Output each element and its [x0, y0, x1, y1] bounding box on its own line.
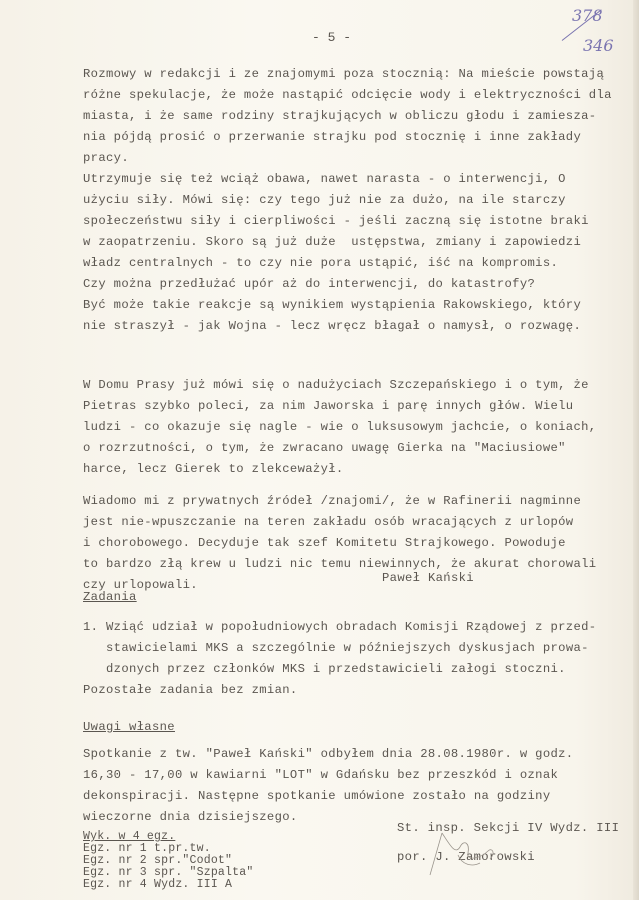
tasks-heading: Zadania — [83, 590, 137, 604]
paragraph-2-line: Być może takie reakcje są wynikiem wystąpienia Rakowskiego, który — [83, 298, 582, 312]
archive-number-crossed: 378 — [572, 6, 603, 25]
distribution-line: Egz. nr 1 t.pr.tw. — [83, 842, 211, 855]
distribution-line: Egz. nr 3 spr. "Szpalta" — [83, 866, 254, 879]
tasks-rest: Pozostałe zadania bez zmian. — [83, 683, 298, 697]
paragraph-1-line: różne spekulacje, że może nastąpić odcięcie wody i elektryczności dla — [83, 88, 612, 102]
paragraph-4-line: czy urlopowali. — [83, 578, 198, 592]
page-number: - 5 - — [312, 30, 352, 45]
paragraph-4-line: jest nie-wpuszczanie na teren zakładu osób wracających z urlopów — [83, 515, 574, 529]
distribution-line: Egz. nr 2 spr."Codot" — [83, 854, 233, 867]
paragraph-1-line: miasta, i że same rodziny strajkujących w obliczu głodu i zamiesza- — [83, 109, 597, 123]
paragraph-4-line: i chorobowego. Decyduje tak szef Komitetu Strajkowego. Powoduje — [83, 536, 566, 550]
remarks-line: Spotkanie z tw. "Paweł Kański" odbyłem dnia 28.08.1980r. w godz. — [83, 747, 574, 761]
paragraph-4-line: Wiadomo mi z prywatnych źródeł /znajomi/, że w Rafinerii nagminne — [83, 494, 582, 508]
source-signature: Paweł Kański — [382, 571, 474, 585]
remarks-heading: Uwagi własne — [83, 720, 175, 734]
signer-position: St. insp. Sekcji IV Wydz. III — [397, 821, 620, 835]
signer-name: por. J. Zamorowski — [397, 850, 535, 864]
paragraph-2-line: nie straszył - jak Wojna - lecz wręcz błagał o namysł, o rozwagę. — [83, 319, 582, 333]
paragraph-3-line: W Domu Prasy już mówi się o nadużyciach Szczepańskiego i o tym, że — [83, 378, 589, 392]
paragraph-3-line: o rozrzutności, o tym, że zwracano uwagę Gierka na "Maciusiowe" — [83, 441, 566, 455]
handwritten-signature — [400, 825, 520, 880]
remarks-line: wieczorne dnia dzisiejszego. — [83, 810, 298, 824]
paragraph-2-line: Czy można przedłużać upór aż do interwencji, do katastrofy? — [83, 277, 536, 291]
paragraph-2-line: użyciu siły. Mówi się: czy tego już nie za dużo, na ile starczy — [83, 193, 566, 207]
paragraph-3-line: ludzi - co okazuje się nagle - wie o luksusowym jachcie, o koniach, — [83, 420, 597, 434]
paragraph-2-line: społeczeństwu siły i cierpliwości - jeśli zaczną się istotne braki — [83, 214, 589, 228]
task-item-line: 1. Wziąć udział w popołudniowych obradach Komisji Rządowej z przed- — [83, 620, 597, 634]
distribution-line: Egz. nr 4 Wydz. III A — [83, 878, 233, 891]
paragraph-3-line: Pietras szybko poleci, za nim Jaworska i parę innych głów. Wielu — [83, 399, 574, 413]
paragraph-4-line: to bardzo złą krew u ludzi nic temu niewinnych, że akurat chorowali — [83, 557, 597, 571]
paragraph-1-line: pracy. — [83, 151, 129, 165]
task-item-line: stawicielami MKS a szczególnie w późniejszych dyskusjach prowa- — [106, 641, 589, 655]
paragraph-2-line: w zaopatrzeniu. Skoro są już duże ustępstwa, zmiany i zapowiedzi — [83, 235, 582, 249]
archive-number: 346 — [583, 36, 614, 55]
page-edge-shadow — [633, 0, 639, 900]
paragraph-1-line: nia pójdą prosić o przerwanie strajku pod stocznię i inne zakłady — [83, 130, 582, 144]
task-item-line: dzonych przez członków MKS i przedstawicieli załogi stoczni. — [106, 662, 566, 676]
paragraph-1-line: Rozmowy w redakcji i ze znajomymi poza stocznią: Na mieście powstają — [83, 67, 605, 81]
remarks-line: dekonspiracji. Następne spotkanie umówione zostało na godziny — [83, 789, 551, 803]
paragraph-2-line: władz centralnych - to czy nie pora ustąpić, iść na kompromis. — [83, 256, 559, 270]
distribution-title: Wyk. w 4 egz. — [83, 830, 176, 843]
paragraph-3-line: harce, lecz Gierek to zlekceważył. — [83, 462, 344, 476]
paragraph-2-line: Utrzymuje się też wciąż obawa, nawet narasta - o interwencji, O — [83, 172, 566, 186]
remarks-line: 16,30 - 17,00 w kawiarni "LOT" w Gdańsku bez przeszkód i oznak — [83, 768, 559, 782]
